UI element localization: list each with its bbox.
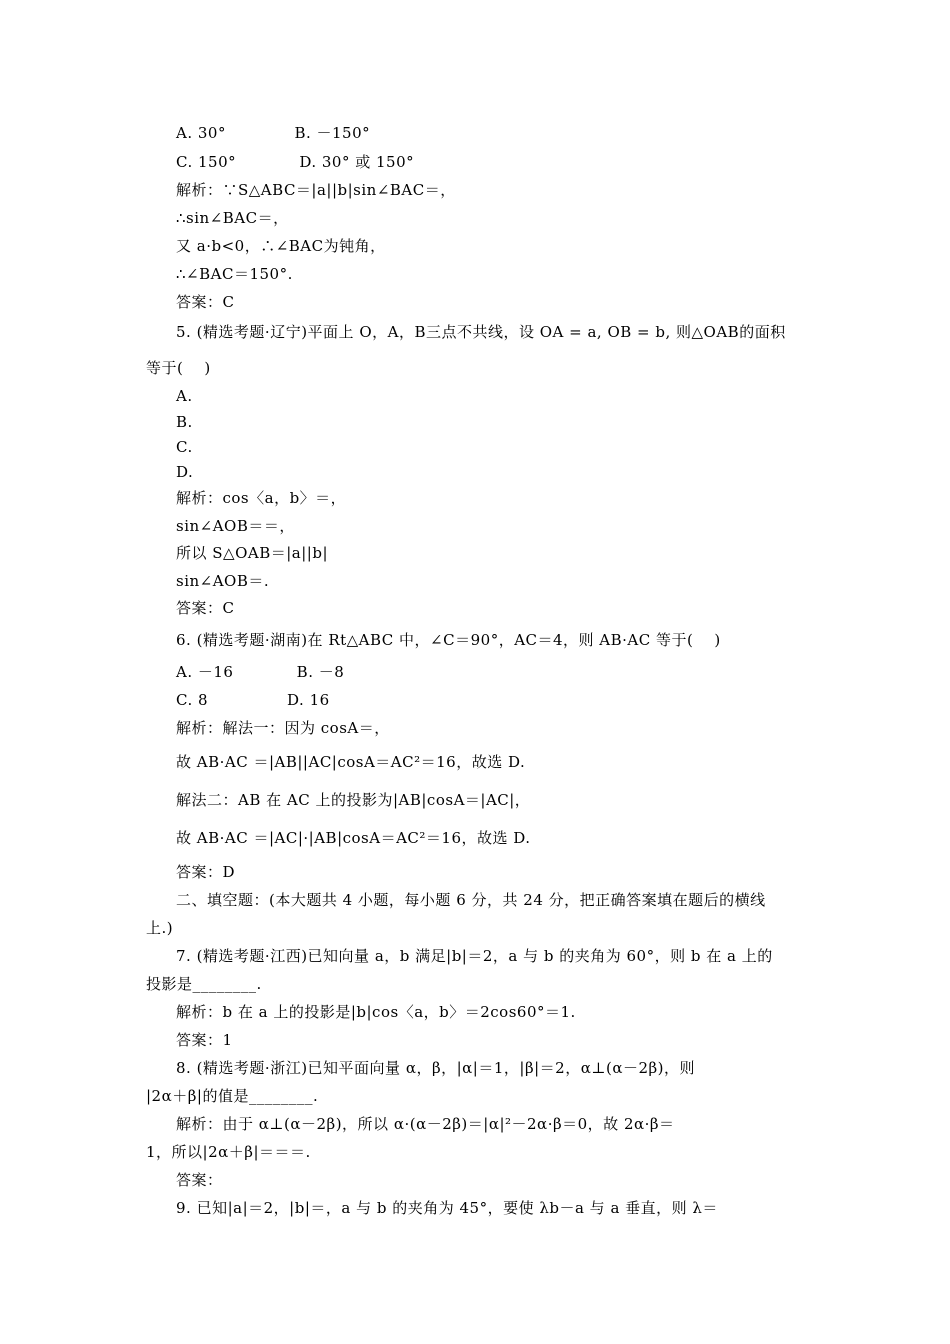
text-line: 又 a·b<0，∴∠BAC为钝角，	[176, 237, 386, 255]
text-line: 1，所以|2α＋β|＝＝＝.	[146, 1143, 311, 1161]
text-line: 8. (精选考题·浙江)已知平面向量 α，β，|α|＝1，|β|＝2，α⊥(α－2β)，则	[176, 1059, 696, 1077]
text-line: 答案：C	[176, 293, 235, 311]
text-line: 答案：D	[176, 863, 236, 881]
text-line: 答案：1	[176, 1031, 233, 1049]
text-line: 6. (精选考题·湖南)在 Rt△ABC 中，∠C＝90°，AC＝4，则 AB·AC 等于( )	[176, 631, 721, 649]
text-line: C. 150° D. 30° 或 150°	[176, 153, 415, 171]
text-line: B.	[176, 413, 193, 431]
text-line: 解法二：AB 在 AC 上的投影为|AB|cosA＝|AC|，	[176, 791, 531, 809]
text-line: A. －16 B. －8	[176, 663, 345, 681]
text-line: A.	[176, 387, 193, 405]
text-line: 5. (精选考题·辽宁)平面上 O，A，B三点不共线，设 OA = a, OB = b, 则△OAB的面积	[176, 323, 786, 341]
text-line: D.	[176, 463, 194, 481]
text-line: sin∠AOB＝＝，	[176, 517, 295, 535]
text-line: 解析：解法一：因为 cosA＝，	[176, 719, 390, 737]
text-line: 答案：C	[176, 599, 235, 617]
text-line: C. 8 D. 16	[176, 691, 330, 709]
text-line: 故 AB·AC ＝|AB||AC|cosA＝AC²＝16，故选 D.	[176, 753, 526, 771]
text-line: 解析：b 在 a 上的投影是|b|cos〈a，b〉＝2cos60°＝1.	[176, 1003, 576, 1021]
text-line: 解析：由于 α⊥(α－2β)，所以 α·(α－2β)＝|α|²－2α·β＝0，故 2α·β＝	[176, 1115, 675, 1133]
text-line: A. 30° B. －150°	[176, 124, 371, 142]
text-line: ∴sin∠BAC＝，	[176, 209, 289, 227]
text-line: 二、填空题：(本大题共 4 小题，每小题 6 分，共 24 分，把正确答案填在题后的横线	[176, 891, 766, 909]
text-line: |2α＋β|的值是________.	[146, 1087, 319, 1105]
text-line: 9. 已知|a|＝2，|b|＝，a 与 b 的夹角为 45°，要使 λb－a 与 a 垂直，则 λ＝	[176, 1199, 718, 1217]
text-line: C.	[176, 438, 193, 456]
text-line: 等于( )	[146, 359, 211, 377]
text-line: 7. (精选考题·江西)已知向量 a，b 满足|b|＝2，a 与 b 的夹角为 60°，则 b 在 a 上的	[176, 947, 773, 965]
text-line: 答案：	[176, 1171, 223, 1189]
text-line: 上.)	[146, 919, 174, 937]
text-line: 所以 S△OAB＝|a||b|	[176, 544, 328, 562]
text-line: 故 AB·AC ＝|AC|·|AB|cosA＝AC²＝16，故选 D.	[176, 829, 531, 847]
text-line: sin∠AOB＝.	[176, 572, 270, 590]
text-line: ∴∠BAC＝150°.	[176, 265, 293, 283]
text-line: 解析：cos〈a，b〉＝，	[176, 489, 347, 507]
text-line: 解析：∵S△ABC＝|a||b|sin∠BAC＝，	[176, 181, 456, 199]
text-line: 投影是________.	[146, 975, 262, 993]
